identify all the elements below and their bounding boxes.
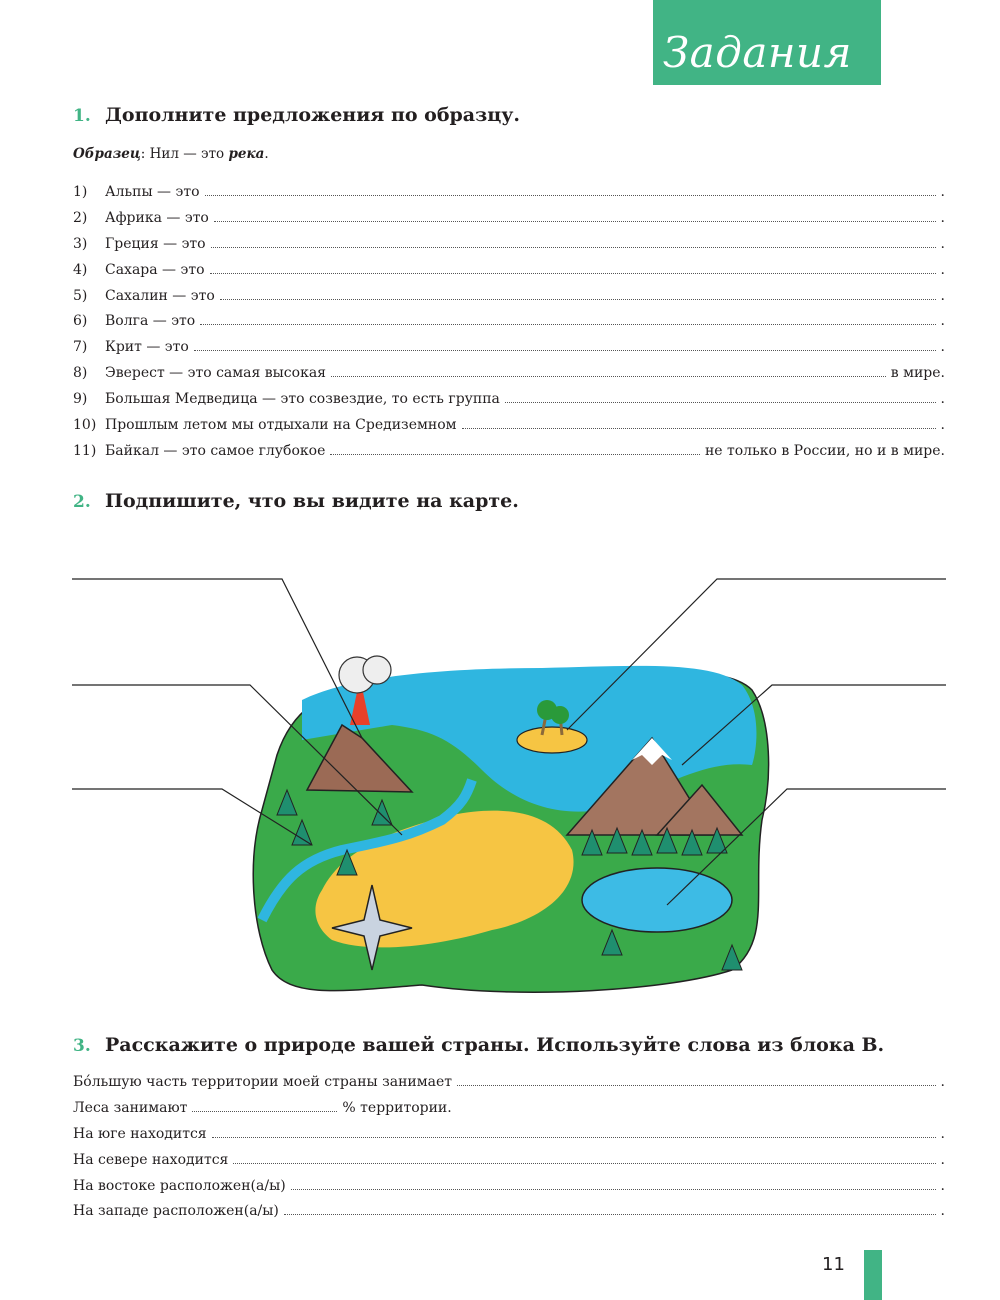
task1-item: 11) Байкал — это самое глубокое не только в России, но и в мире. (73, 443, 945, 459)
task3-number: 3. (73, 1036, 91, 1056)
task2-title: Подпишите, что вы видите на карте. (105, 490, 519, 512)
answer-blank[interactable] (331, 364, 886, 377)
task2-number: 2. (73, 492, 91, 512)
answer-blank[interactable] (194, 338, 936, 351)
task1-item: 1) Альпы — это . (73, 184, 945, 200)
task1-item: 7) Крит — это . (73, 339, 945, 355)
island-icon (517, 727, 587, 753)
section-title-box (653, 0, 881, 85)
task3-item: На востоке расположен(а/ы) . (73, 1178, 945, 1194)
sample-label: Образец (73, 146, 141, 162)
task1-sample: Образец: Нил — это река. (73, 146, 269, 162)
task1-item: 4) Сахара — это . (73, 262, 945, 278)
illustrated-map (72, 560, 948, 1020)
task1-title: Дополните предложения по образцу. (105, 104, 521, 126)
lake-icon (582, 868, 732, 932)
task1-heading (73, 104, 520, 126)
task1-item: 6) Волга — это . (73, 313, 945, 329)
answer-blank[interactable] (505, 390, 936, 403)
task1-item: 8) Эверест — это самая высокая в мире. (73, 365, 945, 381)
answer-blank[interactable] (210, 261, 936, 274)
task1-item: 10) Прошлым летом мы отдыхали на Средиземном . (73, 417, 945, 433)
task3-title: Расскажите о природе вашей страны. Используйте слова из блока В. (105, 1034, 885, 1056)
answer-blank[interactable] (462, 416, 936, 429)
answer-blank[interactable] (192, 1099, 337, 1112)
task3-item: Леса занимают % территории. (73, 1100, 452, 1116)
task3-item: На юге находится . (73, 1126, 945, 1142)
task1-number: 1. (73, 106, 91, 126)
answer-blank[interactable] (212, 1125, 936, 1138)
sample-answer: река (228, 146, 265, 162)
answer-blank[interactable] (214, 209, 936, 222)
page-marker-bar (864, 1250, 882, 1300)
task1-item: 5) Сахалин — это . (73, 288, 945, 304)
task3-item: На западе расположен(а/ы) . (73, 1203, 945, 1219)
task3-heading (73, 1034, 884, 1056)
answer-blank[interactable] (211, 235, 936, 248)
task3-item: На севере находится . (73, 1152, 945, 1168)
answer-blank[interactable] (200, 312, 935, 325)
answer-blank[interactable] (284, 1202, 936, 1215)
task2-heading (73, 490, 519, 512)
answer-blank[interactable] (457, 1073, 936, 1086)
section-title: Задания (663, 28, 852, 77)
task1-item: 3) Греция — это . (73, 236, 945, 252)
answer-blank[interactable] (233, 1151, 935, 1164)
task1-item: 9) Большая Медведица — это созвездие, то есть группа . (73, 391, 945, 407)
page-number: 11 (822, 1254, 845, 1275)
answer-blank[interactable] (330, 442, 700, 455)
task1-item: 2) Африка — это . (73, 210, 945, 226)
answer-blank[interactable] (291, 1177, 936, 1190)
task3-item: Бóльшую часть территории моей страны занимает . (73, 1074, 945, 1090)
answer-blank[interactable] (220, 287, 936, 300)
answer-blank[interactable] (205, 183, 936, 196)
